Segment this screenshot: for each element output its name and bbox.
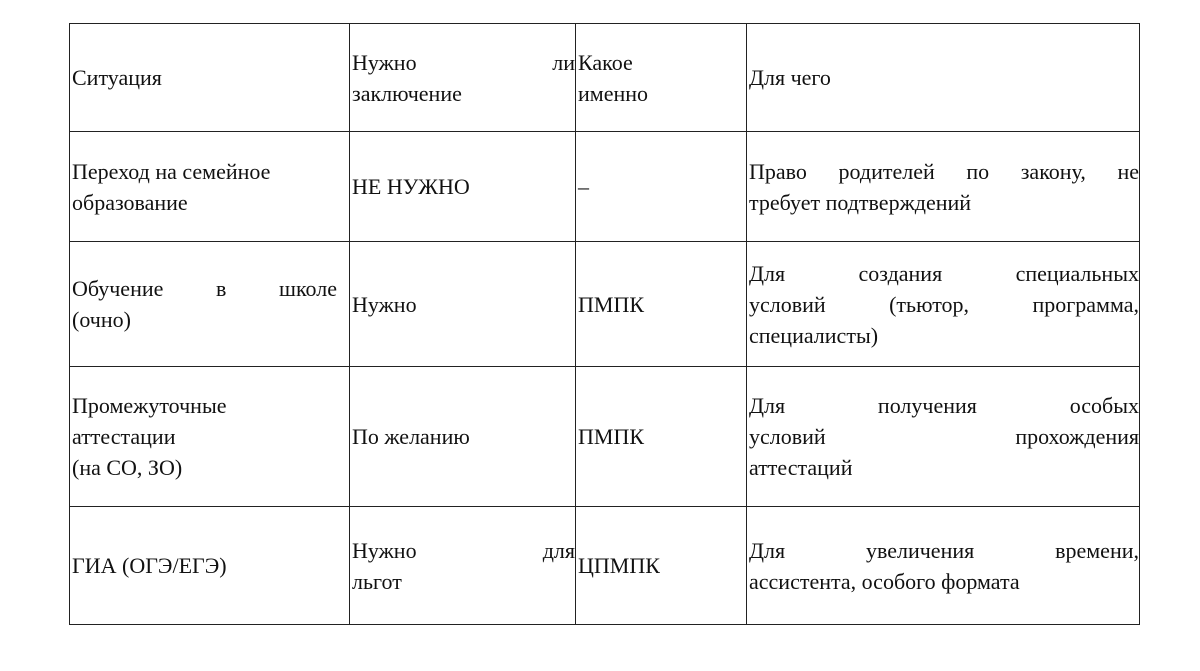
cell-situation: ГИА (ОГЭ/ЕГЭ): [70, 507, 350, 625]
cell-need: НЕ НУЖНО: [350, 132, 576, 242]
header-need: Нужно ли заключение: [350, 24, 576, 132]
cell-situation: Обучение в школе (очно): [70, 242, 350, 367]
table-row: [70, 242, 1140, 367]
table-row: [70, 132, 1140, 242]
cell-which: ПМПК: [576, 242, 747, 367]
cell-situation: Переход на семейное образование: [70, 132, 350, 242]
cell-purpose: Для создания специальных условий (тьютор, программа, специалисты): [747, 242, 1140, 367]
table-header-row: [70, 24, 1140, 132]
header-purpose: Для чего: [747, 24, 1140, 132]
cell-which: –: [576, 132, 747, 242]
requirements-table: [69, 23, 1140, 625]
cell-need: Нужно: [350, 242, 576, 367]
cell-purpose: Для увеличения времени, ассистента, особого формата: [747, 507, 1140, 625]
table-row: [70, 507, 1140, 625]
header-which: Какое именно: [576, 24, 747, 132]
table-row: [70, 367, 1140, 507]
cell-purpose: Для получения особых условий прохождения аттестаций: [747, 367, 1140, 507]
cell-which: ЦПМПК: [576, 507, 747, 625]
cell-situation: Промежуточные аттестации (на СО, ЗО): [70, 367, 350, 507]
cell-need: Нужно для льгот: [350, 507, 576, 625]
cell-need: По желанию: [350, 367, 576, 507]
header-situation: Ситуация: [70, 24, 350, 132]
cell-purpose: Право родителей по закону, не требует подтверждений: [747, 132, 1140, 242]
cell-which: ПМПК: [576, 367, 747, 507]
